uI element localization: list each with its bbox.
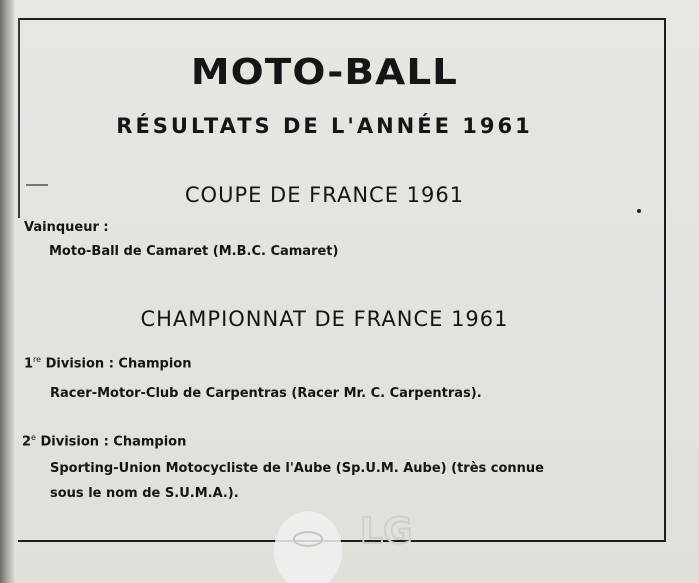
page-title: MOTO-BALL <box>190 52 459 93</box>
division-1-number: 1 <box>24 356 34 372</box>
championnat-heading: CHAMPIONNAT DE FRANCE 1961 <box>140 307 509 331</box>
coupe-winner-label: Vainqueur : <box>24 220 109 235</box>
division-1-text: Division : Champion <box>41 356 192 372</box>
watermark-text: LG <box>360 511 413 552</box>
coupe-heading: COUPE DE FRANCE 1961 <box>184 183 465 207</box>
division-2-suffix: e <box>31 433 36 442</box>
division-2-champion-line-2: sous le nom de S.U.M.A.). <box>50 486 239 501</box>
division-2-label <box>22 433 186 449</box>
division-1-label <box>24 355 192 371</box>
print-dot <box>637 209 641 213</box>
division-2-champion-line-1: Sporting-Union Motocycliste de l'Aube (Sp.U.M. Aube) (très connue <box>50 461 544 476</box>
division-1-champion: Racer-Motor-Club de Carpentras (Racer Mr. C. Carpentras). <box>50 386 482 401</box>
division-2-text: Division : Champion <box>35 434 187 450</box>
coupe-winner: Moto-Ball de Camaret (M.B.C. Camaret) <box>49 244 339 259</box>
watermark-logo <box>268 495 428 583</box>
division-2-number: 2 <box>22 434 32 450</box>
division-1-suffix: re <box>33 355 42 364</box>
page-subtitle: RÉSULTATS DE L'ANNÉE 1961 <box>116 114 533 138</box>
